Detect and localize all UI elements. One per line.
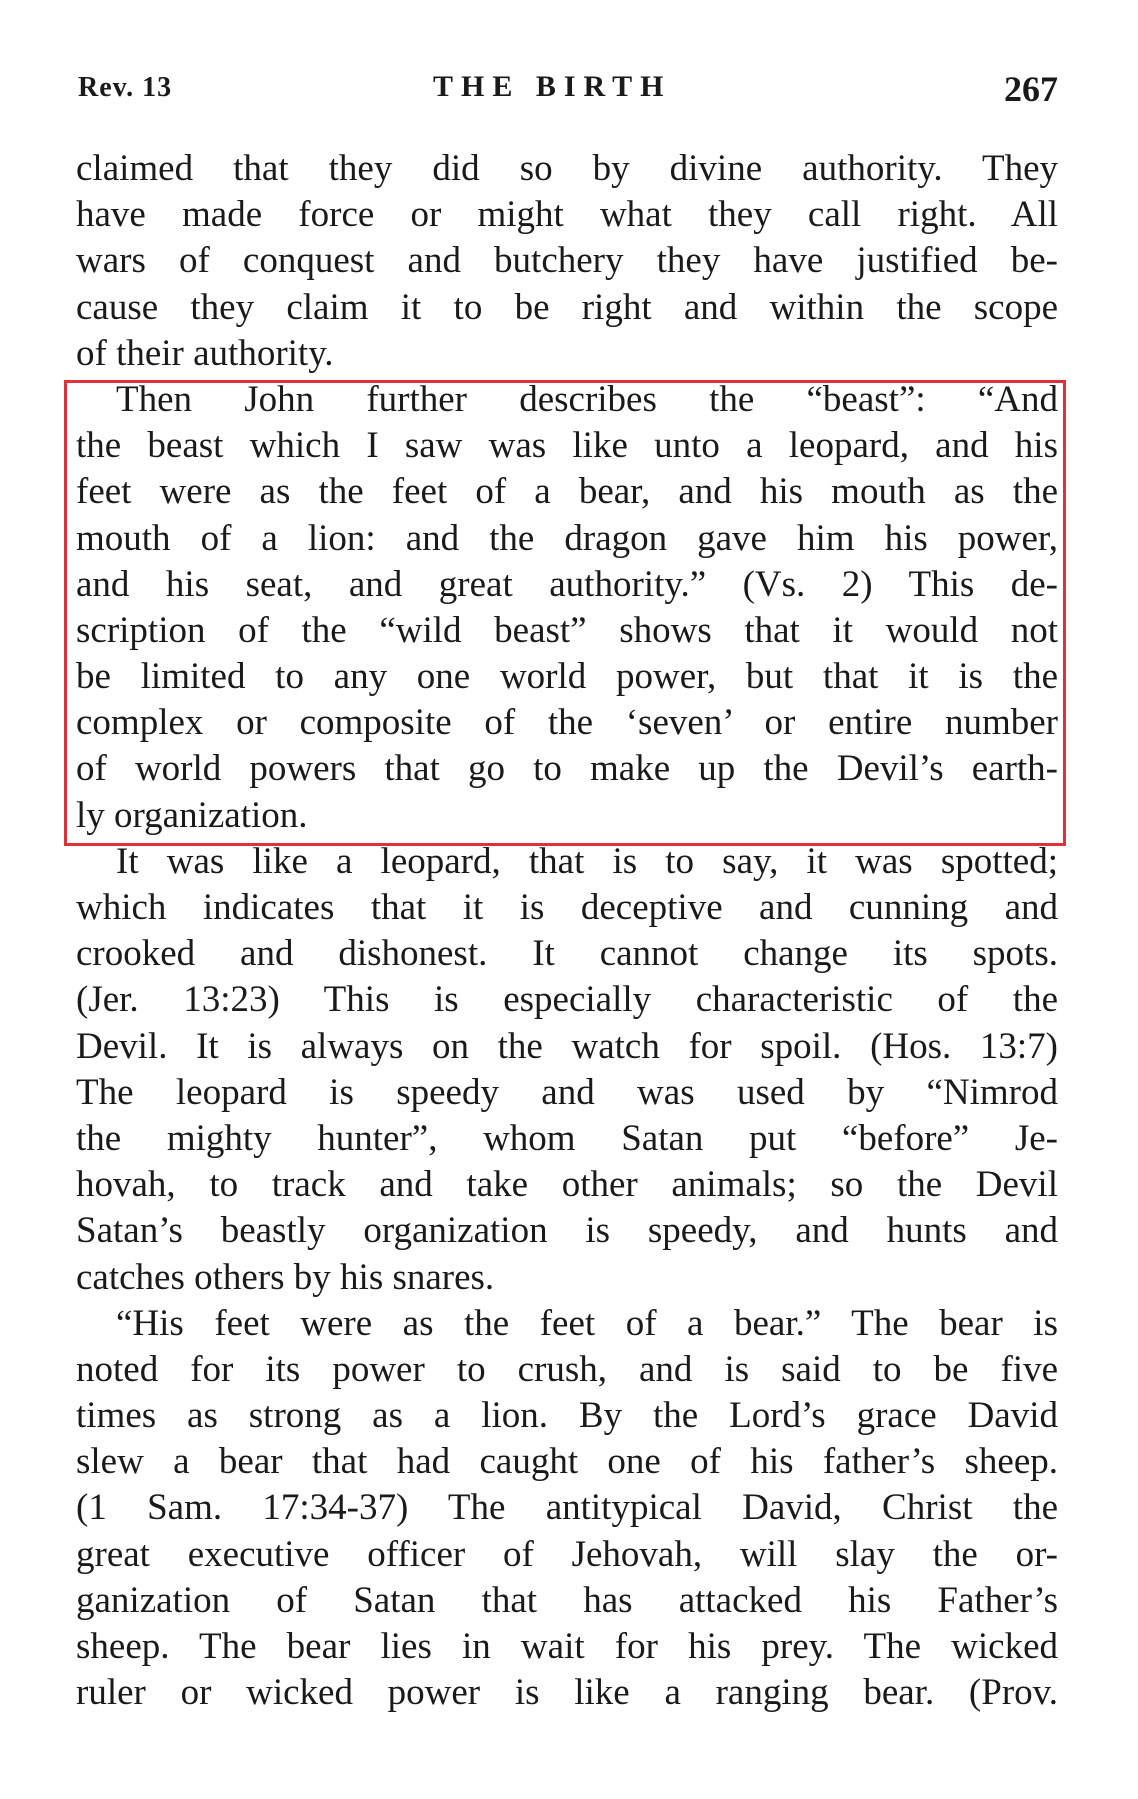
text-line: and his seat, and great authority.” (Vs. 2) This de- <box>76 563 1058 605</box>
header-book-reference: Rev. 13 <box>78 72 173 103</box>
text-line: catches others by his snares. <box>76 1256 495 1298</box>
text-line: scription of the “wild beast” shows that it would not <box>76 609 1058 651</box>
text-line: mouth of a lion: and the dragon gave him his power, <box>76 517 1058 559</box>
text-line: which indicates that it is deceptive and cunning and <box>76 887 1058 928</box>
text-line: hovah, to track and take other animals; so the Devil <box>76 1164 1058 1206</box>
text-line: have made force or might what they call right. All <box>76 194 1058 236</box>
text-line: great executive officer of Jehovah, will slay the or- <box>76 1533 1058 1575</box>
header-chapter-title: THE BIRTH <box>433 70 672 103</box>
text-line: of world powers that go to make up the Devil’s earth- <box>76 748 1058 790</box>
text-line: noted for its power to crush, and is said to be five <box>76 1348 1058 1390</box>
running-header <box>78 66 1058 116</box>
text-line: (1 Sam. 17:34-37) The antitypical David, Christ the <box>76 1487 1058 1529</box>
text-line: “His feet were as the feet of a bear.” The bear is <box>116 1302 1058 1344</box>
text-line: (Jer. 13:23) This is especially characteristic of the <box>76 979 1058 1021</box>
text-line: feet were as the feet of a bear, and his mouth as the <box>76 471 1058 513</box>
text-line: ly organization. <box>76 794 308 836</box>
text-line: the beast which I saw was like unto a leopard, and his <box>76 425 1058 467</box>
text-line: Satan’s beastly organization is speedy, and hunts and <box>76 1210 1058 1252</box>
text-line: be limited to any one world power, but that it is the <box>76 656 1058 698</box>
page-number: 267 <box>1004 69 1058 109</box>
text-line: of their authority. <box>76 332 334 374</box>
text-line: complex or composite of the ‘seven’ or entire number <box>76 702 1058 744</box>
text-line: the mighty hunter”, whom Satan put “before” Je- <box>76 1117 1058 1159</box>
text-line: claimed that they did so by divine authority. They <box>76 148 1058 189</box>
text-line: ganization of Satan that has attacked his Father’s <box>76 1579 1058 1621</box>
text-line: Then John further describes the “beast”: “And <box>116 378 1058 420</box>
text-line: Devil. It is always on the watch for spoil. (Hos. 13:7) <box>76 1025 1058 1067</box>
text-line: cause they claim it to be right and within the scope <box>76 286 1058 328</box>
text-line: slew a bear that had caught one of his father’s sheep. <box>76 1441 1058 1483</box>
text-line: It was like a leopard, that is to say, it was spotted; <box>116 840 1058 882</box>
page-body <box>76 146 1058 1716</box>
text-line: times as strong as a lion. By the Lord’s grace David <box>76 1395 1058 1437</box>
text-line: crooked and dishonest. It cannot change its spots. <box>76 933 1058 975</box>
text-line: ruler or wicked power is like a ranging bear. (Prov. <box>76 1672 1058 1714</box>
text-line: The leopard is speedy and was used by “Nimrod <box>76 1071 1058 1113</box>
text-line: wars of conquest and butchery they have justified be- <box>76 240 1058 282</box>
text-line: sheep. The bear lies in wait for his prey. The wicked <box>76 1626 1058 1667</box>
